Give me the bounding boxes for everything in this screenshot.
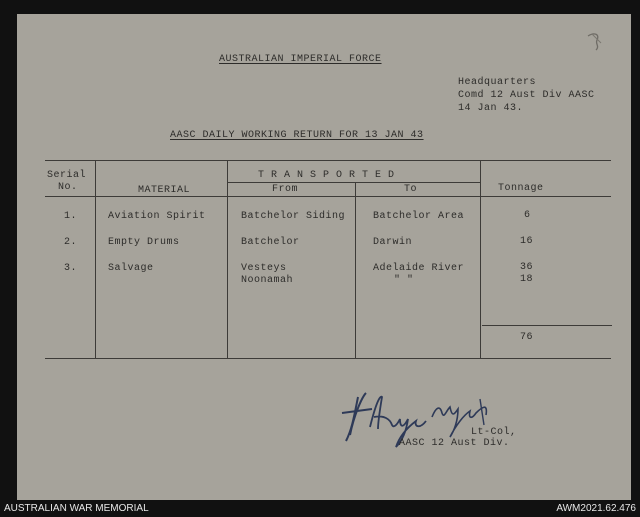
row-2-to: Darwin	[373, 237, 413, 248]
document-header-title: AUSTRALIAN IMPERIAL FORCE	[219, 54, 382, 65]
return-title: AASC DAILY WORKING RETURN FOR 13 JAN 43	[170, 130, 424, 141]
header-tonnage: Tonnage	[498, 183, 544, 194]
header-transported: T R A N S P O R T E D	[258, 170, 395, 181]
row-3-material: Salvage	[108, 263, 154, 274]
col-divider-serial	[95, 160, 96, 358]
row-2-tonnage: 16	[520, 236, 534, 247]
header-to: To	[404, 184, 418, 195]
row-1-from: Batchelor Siding	[241, 211, 346, 222]
row-2-serial: 2.	[64, 237, 78, 248]
row-1-to: Batchelor Area	[373, 211, 465, 222]
col-divider-material	[227, 160, 228, 358]
transported-rule	[228, 182, 480, 183]
header-serial: Serial	[47, 170, 87, 181]
total-rule	[482, 325, 612, 326]
pencil-mark-icon	[584, 30, 606, 52]
hq-line-2: Comd 12 Aust Div AASC	[458, 90, 595, 101]
footer-credit: AUSTRALIAN WAR MEMORIAL	[4, 503, 149, 514]
header-bottom-rule	[45, 196, 611, 197]
signature-unit: AASC 12 Aust Div.	[399, 438, 510, 449]
row-2-from: Batchelor	[241, 237, 300, 248]
signature-rank: Lt-Col,	[471, 427, 517, 438]
header-from: From	[272, 184, 299, 195]
row-3-tonnage: 36	[520, 262, 534, 273]
row-3-to-ditto: " "	[394, 275, 414, 286]
row-3-serial: 3.	[64, 263, 78, 274]
row-1-material: Aviation Spirit	[108, 211, 206, 222]
table-top-rule	[45, 160, 611, 161]
total-tonnage: 76	[520, 332, 534, 343]
row-3-to: Adelaide River	[373, 263, 465, 274]
col-divider-to	[480, 160, 481, 358]
hq-date: 14 Jan 43.	[458, 103, 524, 114]
document-page	[17, 14, 631, 500]
table-bottom-rule	[45, 358, 611, 359]
row-3-tonnage-2: 18	[520, 274, 534, 285]
row-3-from-2: Noonamah	[241, 275, 294, 286]
row-3-from: Vesteys	[241, 263, 287, 274]
row-1-serial: 1.	[64, 211, 78, 222]
header-serial-no: No.	[58, 182, 78, 193]
footer-accession-number: AWM2021.62.476	[556, 503, 636, 514]
hq-line-1: Headquarters	[458, 77, 537, 88]
col-divider-from	[355, 182, 356, 358]
row-2-material: Empty Drums	[108, 237, 180, 248]
header-material: MATERIAL	[138, 185, 191, 196]
row-1-tonnage: 6	[524, 210, 531, 221]
